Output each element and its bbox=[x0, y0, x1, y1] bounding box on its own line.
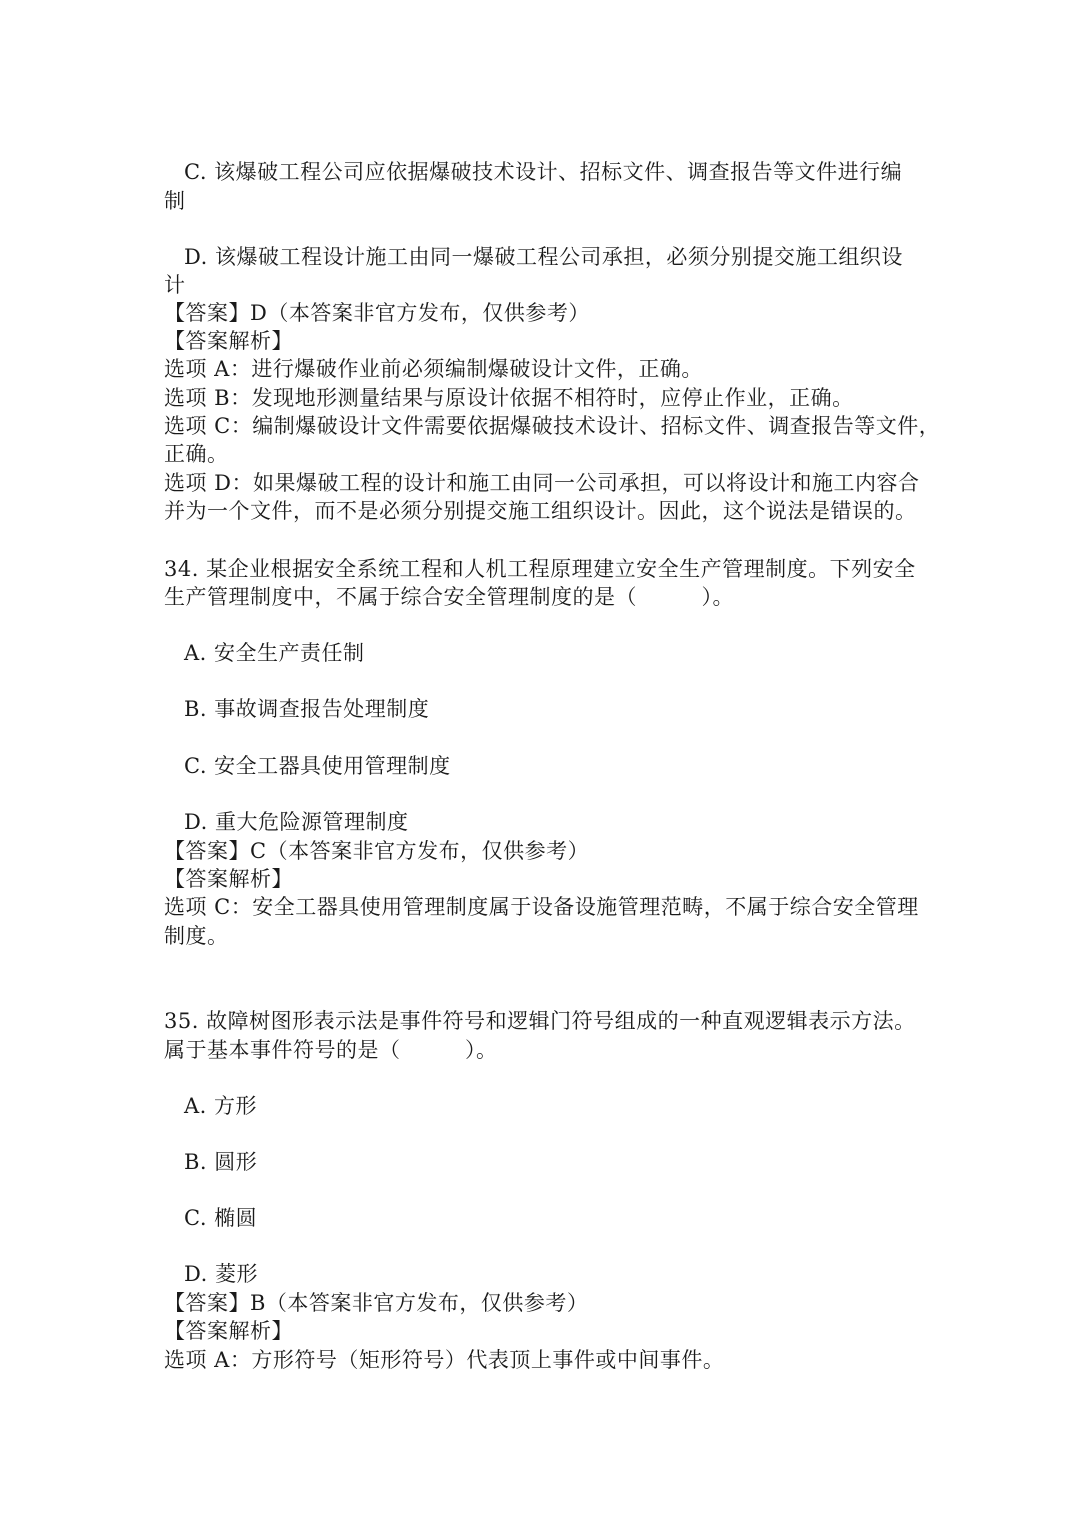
q35-option-c: C. 椭圆 bbox=[184, 1206, 258, 1230]
q33-option-c-line1: C. 该爆破工程公司应依据爆破技术设计、招标文件、调查报告等文件进行编 bbox=[184, 160, 903, 184]
q34-option-c: C. 安全工器具使用管理制度 bbox=[184, 754, 451, 778]
q35-stem-line1: 35. 故障树图形表示法是事件符号和逻辑门符号组成的一种直观逻辑表示方法。 bbox=[164, 1009, 916, 1033]
q35-option-b: B. 圆形 bbox=[184, 1150, 258, 1174]
q34-answer: 【答案】C（本答案非官方发布，仅供参考） bbox=[164, 839, 590, 863]
q33-analysis-line: 选项 C：编制爆破设计文件需要依据爆破技术设计、招标文件、调查报告等文件， bbox=[164, 414, 941, 438]
q35-option-d: D. 菱形 bbox=[184, 1262, 258, 1286]
q34-stem-line2: 生产管理制度中，不属于综合安全管理制度的是（ ）。 bbox=[164, 585, 734, 609]
q35-analysis-line: 选项 A：方形符号（矩形符号）代表顶上事件或中间事件。 bbox=[164, 1348, 725, 1372]
q33-option-c-line2: 制 bbox=[164, 189, 186, 213]
q35-answer: 【答案】B（本答案非官方发布，仅供参考） bbox=[164, 1291, 589, 1315]
q34-analysis-line: 选项 C：安全工器具使用管理制度属于设备设施管理范畴，不属于综合安全管理 bbox=[164, 895, 919, 919]
q33-option-d-line2: 计 bbox=[164, 273, 186, 297]
q34-option-d: D. 重大危险源管理制度 bbox=[184, 810, 409, 834]
q33-analysis-line: 正确。 bbox=[164, 442, 229, 466]
q34-stem-line1: 34. 某企业根据安全系统工程和人机工程原理建立安全生产管理制度。下列安全 bbox=[164, 557, 916, 581]
q33-analysis-line: 并为一个文件，而不是必须分别提交施工组织设计。因此，这个说法是错误的。 bbox=[164, 499, 917, 523]
q34-analysis-line: 制度。 bbox=[164, 924, 229, 948]
q33-analysis-line: 选项 B：发现地形测量结果与原设计依据不相符时，应停止作业，正确。 bbox=[164, 386, 854, 410]
q34-analysis-title: 【答案解析】 bbox=[164, 867, 293, 891]
q33-option-d-line1: D. 该爆破工程设计施工由同一爆破工程公司承担，必须分别提交施工组织设 bbox=[184, 245, 903, 269]
q35-analysis-title: 【答案解析】 bbox=[164, 1319, 293, 1343]
q35-option-a: A. 方形 bbox=[184, 1094, 258, 1118]
q33-analysis-line: 选项 D：如果爆破工程的设计和施工由同一公司承担，可以将设计和施工内容合 bbox=[164, 471, 920, 495]
q33-analysis-title: 【答案解析】 bbox=[164, 329, 293, 353]
q33-analysis-line: 选项 A：进行爆破作业前必须编制爆破设计文件，正确。 bbox=[164, 357, 703, 381]
q34-option-a: A. 安全生产责任制 bbox=[184, 641, 365, 665]
q33-answer: 【答案】D（本答案非官方发布，仅供参考） bbox=[164, 301, 590, 325]
q35-stem-line2: 属于基本事件符号的是（ ）。 bbox=[164, 1038, 498, 1062]
q34-option-b: B. 事故调查报告处理制度 bbox=[184, 697, 430, 721]
